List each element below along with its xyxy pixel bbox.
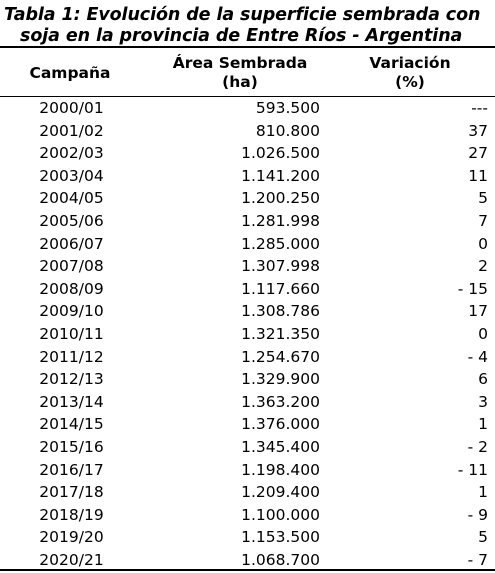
table-bottom-rule [0, 569, 495, 571]
table-row [0, 346, 495, 369]
table-row [0, 255, 495, 278]
cell-campana: 2017/18 [39, 483, 104, 502]
table-row [0, 97, 495, 120]
column-header-area-label: Área Sembrada [172, 54, 308, 72]
cell-campana: 2020/21 [39, 550, 104, 569]
table-row [0, 233, 495, 256]
cell-variacion: 37 [468, 121, 488, 140]
table-row [0, 526, 495, 549]
cell-area-sembrada: 1.198.400 [241, 460, 320, 479]
cell-area-sembrada: 1.254.670 [241, 347, 320, 366]
table-top-rule [0, 46, 495, 48]
cell-variacion: - 9 [467, 505, 488, 524]
table-row [0, 120, 495, 143]
table-row [0, 504, 495, 527]
cell-area-sembrada: 1.117.660 [241, 279, 320, 298]
cell-variacion: 3 [478, 392, 488, 411]
cell-area-sembrada: 1.321.350 [241, 324, 320, 343]
cell-variacion: 27 [468, 144, 488, 163]
table-caption-line-1: Tabla 1: Evolución de la superficie sembrada con [4, 5, 481, 25]
cell-campana: 2011/12 [39, 347, 104, 366]
cell-area-sembrada: 1.285.000 [241, 234, 320, 253]
cell-campana: 2013/14 [39, 392, 104, 411]
cell-campana: 2015/16 [39, 437, 104, 456]
cell-area-sembrada: 1.307.998 [241, 257, 320, 276]
cell-area-sembrada: 1.363.200 [241, 392, 320, 411]
column-header-variacion [345, 54, 475, 92]
column-header-campana [0, 64, 140, 83]
cell-area-sembrada: 1.281.998 [241, 211, 320, 230]
cell-area-sembrada: 1.308.786 [241, 302, 320, 321]
table-caption [4, 5, 494, 47]
cell-area-sembrada: 1.026.500 [241, 144, 320, 163]
cell-area-sembrada: 593.500 [255, 99, 320, 117]
cell-variacion: 1 [478, 483, 488, 502]
cell-variacion: - 2 [467, 437, 488, 456]
cell-campana: 2016/17 [39, 460, 104, 479]
cell-area-sembrada: 1.141.200 [241, 166, 320, 185]
cell-campana: 2001/02 [39, 121, 104, 140]
cell-area-sembrada: 1.100.000 [241, 505, 320, 524]
cell-campana: 2009/10 [39, 302, 104, 321]
cell-area-sembrada: 1.345.400 [241, 437, 320, 456]
table-row [0, 391, 495, 414]
cell-campana: 2004/05 [39, 189, 104, 208]
table-body [0, 97, 495, 571]
table-caption-line-2: soja en la provincia de Entre Ríos - Argentina [20, 26, 463, 46]
cell-variacion: 7 [478, 211, 488, 230]
table-row [0, 368, 495, 391]
table-row [0, 481, 495, 504]
cell-area-sembrada: 1.153.500 [241, 528, 320, 547]
column-header-area-unit: (ha) [222, 73, 258, 91]
cell-variacion: - 15 [457, 279, 488, 298]
cell-campana: 2019/20 [39, 528, 104, 547]
cell-variacion: 5 [478, 189, 488, 208]
cell-variacion: - 7 [467, 550, 488, 569]
cell-variacion: 6 [478, 370, 488, 389]
table-row [0, 436, 495, 459]
column-header-variacion-label: Variación [369, 54, 451, 72]
table-row [0, 300, 495, 323]
cell-campana: 2005/06 [39, 211, 104, 230]
cell-campana: 2006/07 [39, 234, 104, 253]
cell-area-sembrada: 1.376.000 [241, 415, 320, 434]
table-row [0, 165, 495, 188]
table-row [0, 210, 495, 233]
table-row [0, 142, 495, 165]
cell-variacion: 1 [478, 415, 488, 434]
table-row [0, 278, 495, 301]
cell-area-sembrada: 1.200.250 [241, 189, 320, 208]
cell-campana: 2008/09 [39, 279, 104, 298]
cell-variacion: 0 [478, 324, 488, 343]
cell-campana: 2018/19 [39, 505, 104, 524]
cell-campana: 2003/04 [39, 166, 104, 185]
cell-campana: 2010/11 [39, 324, 104, 343]
cell-area-sembrada: 1.329.900 [241, 370, 320, 389]
table-row [0, 323, 495, 346]
cell-variacion: 5 [478, 528, 488, 547]
column-header-campana-label: Campaña [29, 64, 111, 82]
cell-variacion: 0 [478, 234, 488, 253]
cell-variacion: 2 [478, 257, 488, 276]
column-header-variacion-unit: (%) [395, 73, 425, 91]
cell-campana: 2014/15 [39, 415, 104, 434]
cell-area-sembrada: 1.068.700 [241, 550, 320, 569]
column-header-area [150, 54, 330, 92]
cell-variacion: 17 [468, 302, 488, 321]
cell-variacion: 11 [468, 166, 488, 185]
cell-area-sembrada: 810.800 [255, 121, 320, 140]
table-row [0, 413, 495, 436]
table-row [0, 187, 495, 210]
cell-campana: 2002/03 [39, 144, 104, 163]
cell-campana: 2012/13 [39, 370, 104, 389]
cell-variacion: - 11 [457, 460, 488, 479]
cell-campana: 2007/08 [39, 257, 104, 276]
cell-variacion: - 4 [467, 347, 488, 366]
cell-variacion: --- [471, 99, 488, 117]
cell-campana: 2000/01 [39, 99, 104, 117]
cell-area-sembrada: 1.209.400 [241, 483, 320, 502]
table-row [0, 459, 495, 482]
